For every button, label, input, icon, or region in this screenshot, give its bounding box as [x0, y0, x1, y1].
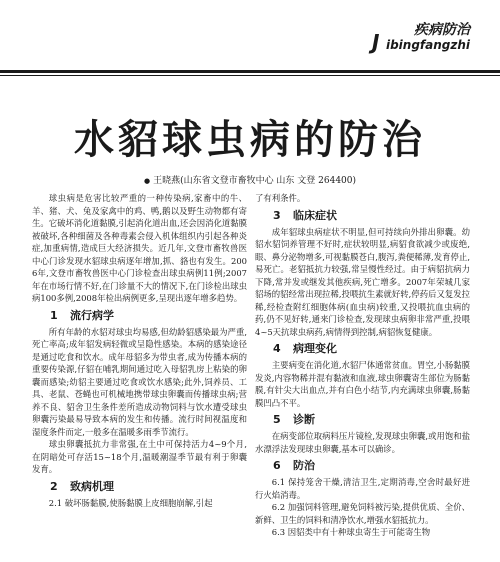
- heading-diagnosis: [273, 411, 470, 429]
- header-rule: [0, 70, 500, 73]
- heading-pathology: [273, 340, 470, 358]
- author-text: 王晓燕(山东省文登市畜牧中心 山东 文登 264400): [153, 176, 357, 186]
- pathogenesis-paragraph: 2.1 破坏肠黏膜,使肠黏膜上皮细胞崩解,引起: [48, 497, 213, 508]
- prevention-item-3: 6.3 因貂类中有十种球虫寄生于可能寄生物: [271, 527, 431, 537]
- right-column: [255, 192, 470, 539]
- oocyst-paragraph: 球虫卵囊抵抗力非常强,在土中可保持活力4~9个月,在阴暗处可存活15~18个月,温暖潮湿季节最有利于卵囊发育。: [32, 439, 247, 474]
- heading-pathogenesis: [50, 478, 247, 496]
- intro-paragraph: 球虫病是危害比较严重的一种传染病,家畜中的牛、羊、猪、犬、兔及家禽中的鸡、鸭,鹅以及野生动物都有寄生。它破坏消化道黏膜,引起消化道出血,还会因消化道黏膜被破坏,各种细菌及各种毒素会侵入机体组织内引起各种炎症,加重病情,造成巨大经济损失。近几年,文登市畜牧兽医中心门诊发现水貂球虫病逐年增加,抓、貉也有发生。2006年,文登市畜牧兽医中心门诊检查出球虫病例11例;2007年在市场行情不好,在门诊量不大的情况下,在门诊检出球虫病100多例,2008年检出病例更多,呈现出逐年增多趋势。: [32, 193, 247, 303]
- heading-text: 防治: [293, 459, 315, 472]
- header-rule-thin: [0, 75, 500, 76]
- section-title: 疾病防治: [414, 22, 470, 38]
- author-bullet-icon: ●: [143, 177, 151, 185]
- left-column: [32, 192, 247, 509]
- section-pinyin-rest: ibingfangzhi: [385, 38, 470, 52]
- heading-number: 3: [273, 208, 281, 222]
- diagnosis-paragraph: 在病变部位取病料压片镜检,发现球虫卵囊,或用饱和盐水漂浮法发现球虫卵囊,基本可以确诊。: [255, 431, 470, 454]
- heading-number: 5: [273, 413, 281, 426]
- continued-paragraph: 了有利条件。: [255, 193, 306, 203]
- prevention-item-1: 6.1 保持笼舍干燥,清洁卫生,定期消毒,空舍时最好进行火焰消毒。: [255, 477, 470, 500]
- column-header: [372, 22, 470, 53]
- pathology-paragraph: 主要病变在消化道,水貂尸体通常贫血。胃空,小肠黏膜发炎,内容物稀并混有黏液和血液,球虫卵囊寄生部位为肠黏膜,有针尖大出血点,并有白色小结节,内充满球虫卵囊,肠黏膜凹凸不平。: [255, 360, 470, 408]
- heading-number: 4: [273, 342, 281, 355]
- author-line: [0, 175, 500, 187]
- heading-clinical-signs: [273, 207, 470, 225]
- epidemiology-paragraph: 所有年龄的水貂对球虫均易感,但幼龄貂感染最为严重,死亡率高;成年貂发病轻微或呈隐性感染。本病的感染途径是通过吃食和饮水。成年母貂多为带虫者,成为传播本病的重要传染源,仔貂在哺乳期间通过吃入母貂乳房上粘染的卵囊而感染;幼貂主要通过吃食或饮水感染;此外,饲养员、工具、老鼠、苍蝇也可机械地携带球虫卵囊而传播球虫病;营养不良、貂舍卫生条件差所造成动物饲料与饮水遭受球虫卵囊污染最易导致本病的发生和传播。流行时间视温度和湿度条件而定,一般多在温暖多雨季节流行。: [32, 326, 247, 437]
- heading-number: 6: [273, 459, 281, 472]
- heading-epidemiology: [50, 307, 247, 325]
- heading-number: 1: [50, 308, 58, 322]
- clinical-signs-paragraph: 成年貂球虫病症状不明显,但可持续向外排出卵囊。幼貂水貂饲养管理不好时,症状较明显,病貂食欲减少或废绝,眼、鼻分泌物增多,可视黏膜苍白,腹泻,粪便稀薄,发育停止,易死亡。老貂抵抗力较强,常呈慢性经过。由于病貂抗病力下降,常并发或继发其他疾病,死亡增多。2007年荣城几家貂场的貂经常出现拉稀,投喂抗生素就好转,停药后又复发拉稀,经检查附红细胞体病(血虫病)较重,又投喂抗血虫病的药,仍不见好转,通来门诊检查,发现球虫病卵非常严重,投喂4~5天抗球虫病药,病情得到控制,病貂恢复健康。: [255, 226, 470, 337]
- section-pinyin-initial: J: [371, 30, 380, 54]
- heading-text: 致病机理: [70, 479, 114, 493]
- heading-number: 2: [50, 479, 58, 493]
- heading-text: 病理变化: [293, 342, 337, 355]
- heading-text: 临床症状: [293, 208, 337, 222]
- prevention-item-2: 6.2 加强饲料管理,避免饲料被污染,提供优质、全价、新鲜、卫生的饲料和清净饮水,增强水貂抵抗力。: [255, 502, 470, 525]
- heading-prevention: [273, 457, 470, 475]
- article-title: 水貂球虫病的防治: [74, 117, 426, 163]
- heading-text: 诊断: [293, 413, 315, 426]
- heading-text: 流行病学: [70, 308, 114, 322]
